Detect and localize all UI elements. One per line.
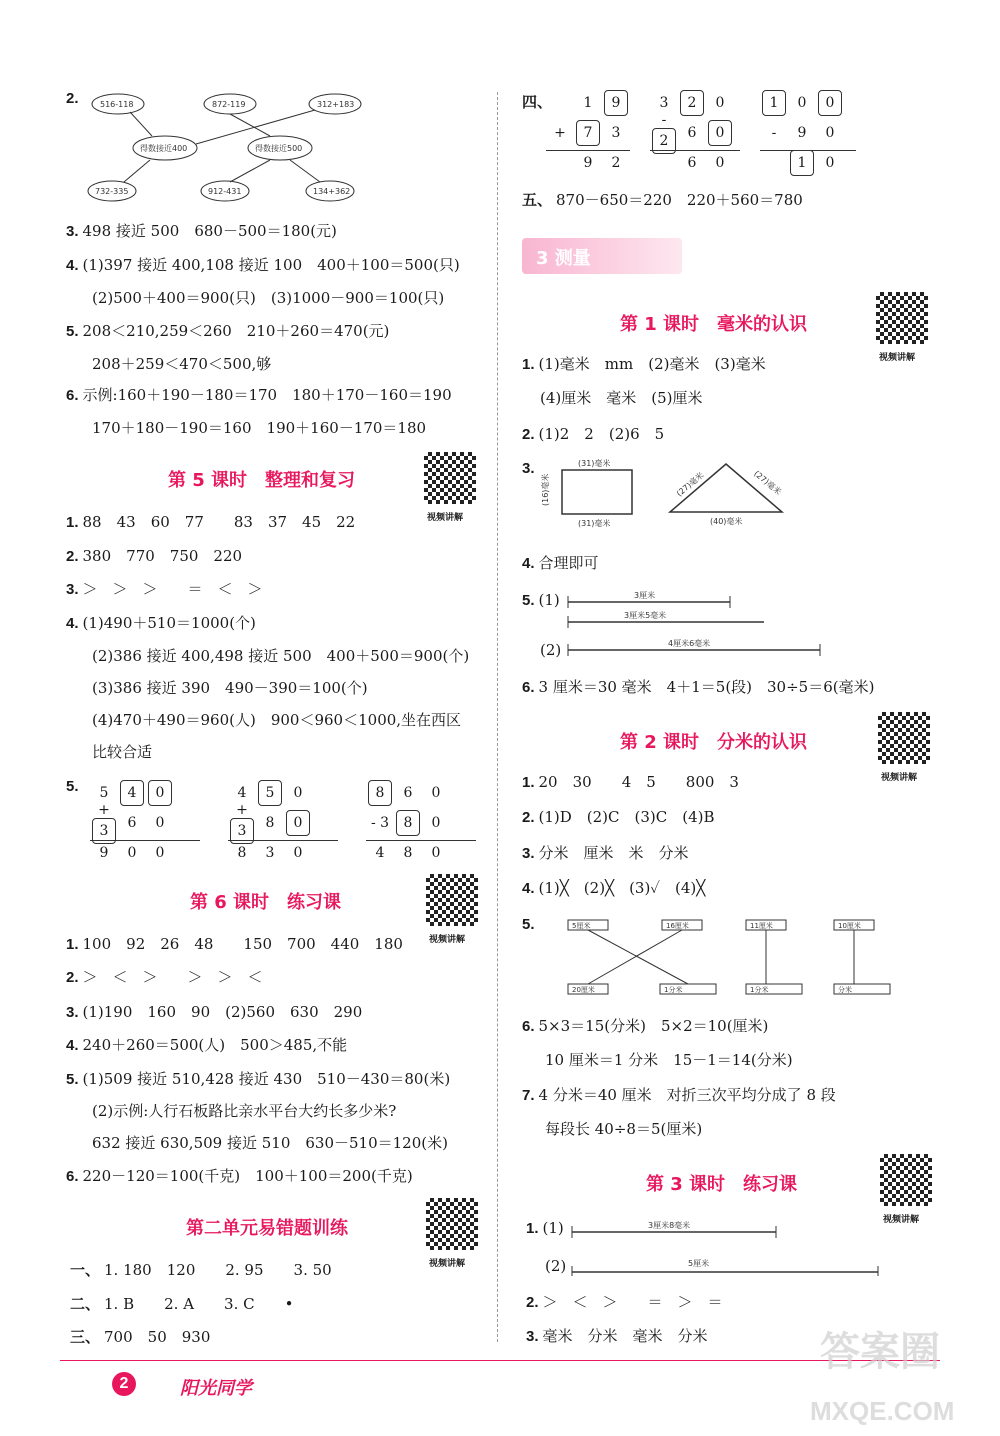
- ruler-label: 1分米: [750, 986, 769, 994]
- watermark: 答案圈: [820, 1329, 940, 1375]
- r-s1-a5-part2: (2): [540, 641, 562, 659]
- center-label: 得数接近400: [140, 144, 188, 153]
- qr-code-icon[interactable]: [880, 1154, 934, 1208]
- s5-a3: 3. ＞ ＞ ＞ ＝ ＜ ＞: [66, 580, 263, 598]
- r-s2-a7-line1: 7. 4 分米＝40 厘米 对折三次平均分成了 8 段: [522, 1086, 836, 1104]
- vertical-calc: 1 0 0 - 9 0 1 0: [760, 88, 856, 173]
- section-heading-lesson6: 第 6 课时 练习课: [190, 892, 342, 913]
- q5-line2: 208＋259＜470＜500,够: [92, 355, 272, 373]
- q6-line2: 170＋180－190＝160 190＋160－170＝180: [92, 419, 427, 437]
- qr-label: 视频讲解: [881, 773, 918, 783]
- q2-number: 2.: [66, 90, 79, 107]
- r-s1-a2: 2. (1)2 2 (2)6 5: [522, 425, 665, 443]
- tri-left-label: (27)毫米: [674, 470, 706, 499]
- fish-label: 872-119: [212, 100, 246, 109]
- qr-label: 视频讲解: [429, 935, 466, 945]
- segment-label: 4厘米6毫米: [668, 639, 711, 648]
- fish-label: 732-335: [95, 187, 129, 196]
- r-q5: 五、 870－650＝220 220＋560＝780: [522, 191, 803, 209]
- fish-label: 912-431: [208, 187, 242, 196]
- r-s1-a5-number: 5. (1): [522, 591, 560, 609]
- center-label: 得数接近500: [255, 144, 303, 153]
- vertical-calc: 3 2 0 -2 6 0 6 0: [650, 88, 740, 173]
- s7-row3: 三、 700 50 930: [70, 1328, 211, 1346]
- r-s1-a1-line1: 1. (1)毫米 mm (2)毫米 (3)毫米: [522, 355, 766, 373]
- r-s2-a4: 4. (1)╳ (2)╳ (3)✓ (4)╳: [522, 879, 706, 897]
- q4-line2: (2)500＋400＝900(只) (3)1000－900＝100(只): [92, 289, 445, 307]
- r-s2-a6-line2: 10 厘米＝1 分米 15－1＝14(分米): [545, 1051, 793, 1069]
- section-heading-lesson5: 第 5 课时 整理和复习: [168, 470, 356, 491]
- s7-row2: 二、 1. B 2. A 3. C •: [70, 1295, 294, 1313]
- s6-a4: 4. 240＋260＝500(人) 500＞485,不能: [66, 1036, 348, 1054]
- watermark-url: MXQE.COM: [810, 1396, 955, 1426]
- s6-a5-line3: 632 接近 630,509 接近 510 630－510＝120(米): [92, 1134, 448, 1152]
- tri-bottom-label: (40)毫米: [710, 517, 743, 526]
- s6-a5-line2: (2)示例:人行石板路比亲水平台大约长多少米?: [92, 1102, 397, 1120]
- unit-banner: 3 测量: [522, 238, 682, 274]
- column-divider: [497, 92, 498, 1342]
- rect-left-label: (16)毫米: [541, 473, 550, 506]
- line-segments-1: [564, 588, 824, 668]
- s5-a4-line3: (3)386 接近 390 490－390＝100(个): [92, 679, 368, 697]
- r-s1-a6: 6. 3 厘米＝30 毫米 4＋1＝5(段) 30÷5＝6(毫米): [522, 678, 875, 696]
- fish-matching-diagram: [90, 84, 370, 204]
- section-heading-r-lesson2: 第 2 课时 分米的认识: [620, 732, 808, 753]
- r-s1-a4: 4. 合理即可: [522, 554, 599, 572]
- fish-label: 312+183: [317, 100, 355, 109]
- s5-a5-number: 5.: [66, 778, 79, 795]
- s5-a4-line2: (2)386 接近 400,498 接近 500 400＋500＝900(个): [92, 647, 470, 665]
- rect-top-label: (31)毫米: [578, 459, 611, 468]
- r-s2-a5-number: 5.: [522, 916, 535, 933]
- vertical-calc: 1 9 + 7 3 9 2: [546, 88, 630, 173]
- q3: 3. 498 接近 500 680－500＝180(元): [66, 222, 337, 240]
- section-heading-unit2-review: 第二单元易错题训练: [186, 1218, 348, 1239]
- s5-a2: 2. 380 770 750 220: [66, 547, 243, 565]
- s5-a4-line1: 4. (1)490＋510＝1000(个): [66, 614, 256, 632]
- qr-code-icon[interactable]: [424, 452, 478, 506]
- r-s2-a7-line2: 每段长 40÷8＝5(厘米): [545, 1120, 703, 1138]
- s5-a4-line5: 比较合适: [92, 743, 153, 761]
- ruler-label: 10厘米: [838, 922, 861, 930]
- ruler-label: 5厘米: [572, 922, 591, 930]
- ruler-label: 1分米: [664, 986, 683, 994]
- r-s3-a2: 2. ＞ ＜ ＞ ＝ ＞ ＝: [526, 1293, 723, 1311]
- page-number: 2: [112, 1372, 136, 1396]
- qr-code-icon[interactable]: [426, 1198, 480, 1252]
- qr-code-icon[interactable]: [878, 712, 932, 766]
- s6-a3: 3. (1)190 160 90 (2)560 630 290: [66, 1003, 363, 1021]
- brand-logo: 阳光同学: [180, 1378, 252, 1399]
- r-s2-a6-line1: 6. 5×3＝15(分米) 5×2＝10(厘米): [522, 1017, 769, 1035]
- fish-label: 516-118: [100, 100, 134, 109]
- s7-row1: 一、 1. 180 120 2. 95 3. 50: [70, 1261, 332, 1279]
- s5-a1: 1. 88 43 60 77 83 37 45 22: [66, 513, 356, 531]
- s6-a6: 6. 220－120＝100(千克) 100＋100＝200(千克): [66, 1167, 413, 1185]
- r-s1-a3-number: 3.: [522, 460, 535, 477]
- s5-a4-line4: (4)470＋490＝960(人) 900＜960＜1000,坐在西区: [92, 711, 462, 729]
- r-q4-label: 四、: [522, 94, 553, 111]
- line-segments-2: [568, 1216, 888, 1276]
- qr-code-icon[interactable]: [426, 874, 480, 928]
- segment-label: 3厘米8毫米: [648, 1221, 691, 1230]
- segment-label: 3厘米: [634, 591, 656, 600]
- qr-label: 视频讲解: [883, 1215, 920, 1225]
- s6-a2: 2. ＞ ＜ ＞ ＞ ＞ ＜: [66, 968, 263, 986]
- vertical-calc: 5 4 0 +3 6 0 9 0 0: [90, 778, 200, 863]
- q6-line1: 6. 示例:160＋190－180＝170 180＋170－160＝190: [66, 386, 452, 404]
- shapes-diagram: [540, 456, 800, 526]
- footer-divider: [60, 1360, 940, 1361]
- r-s2-a2: 2. (1)D (2)C (3)C (4)B: [522, 808, 715, 826]
- ruler-label: 11厘米: [750, 922, 773, 930]
- fish-label: 134+362: [313, 187, 351, 196]
- r-s2-a1: 1. 20 30 4 5 800 3: [522, 773, 739, 791]
- rect-bottom-label: (31)毫米: [578, 519, 611, 528]
- ruler-label: 16厘米: [666, 922, 689, 930]
- section-heading-r-lesson3: 第 3 课时 练习课: [646, 1174, 798, 1195]
- qr-label: 视频讲解: [427, 513, 464, 523]
- r-s2-a3: 3. 分米 厘米 米 分米: [522, 844, 689, 862]
- r-s3-a1-line1: 1. (1): [526, 1219, 564, 1237]
- s6-a5-line1: 5. (1)509 接近 510,428 接近 430 510－430＝80(米): [66, 1070, 451, 1088]
- r-s3-a1-line2: (2): [545, 1257, 567, 1275]
- q5-line1: 5. 208＜210,259＜260 210＋260＝470(元): [66, 322, 390, 340]
- vertical-calc: 8 6 0 - 3 8 0 4 8 0: [366, 778, 476, 863]
- r-s3-a3: 3. 毫米 分米 毫米 分米: [526, 1327, 708, 1345]
- qr-label: 视频讲解: [879, 353, 916, 363]
- qr-label: 视频讲解: [429, 1259, 466, 1269]
- ruler-matching-diagram: [560, 914, 900, 998]
- vertical-calc: 4 5 0 +3 8 0 8 3 0: [228, 778, 338, 863]
- r-s1-a1-line2: (4)厘米 毫米 (5)厘米: [540, 389, 703, 407]
- ruler-label: 20厘米: [572, 986, 595, 994]
- q4-line1: 4. (1)397 接近 400,108 接近 100 400＋100＝500(只): [66, 256, 460, 274]
- segment-label: 5厘米: [688, 1259, 710, 1268]
- segment-label: 3厘米5毫米: [624, 611, 667, 620]
- tri-right-label: (27)毫米: [752, 469, 783, 497]
- s6-a1: 1. 100 92 26 48 150 700 440 180: [66, 935, 403, 953]
- ruler-label: 分米: [838, 986, 852, 994]
- section-heading-r-lesson1: 第 1 课时 毫米的认识: [620, 314, 808, 335]
- qr-code-icon[interactable]: [876, 292, 930, 346]
